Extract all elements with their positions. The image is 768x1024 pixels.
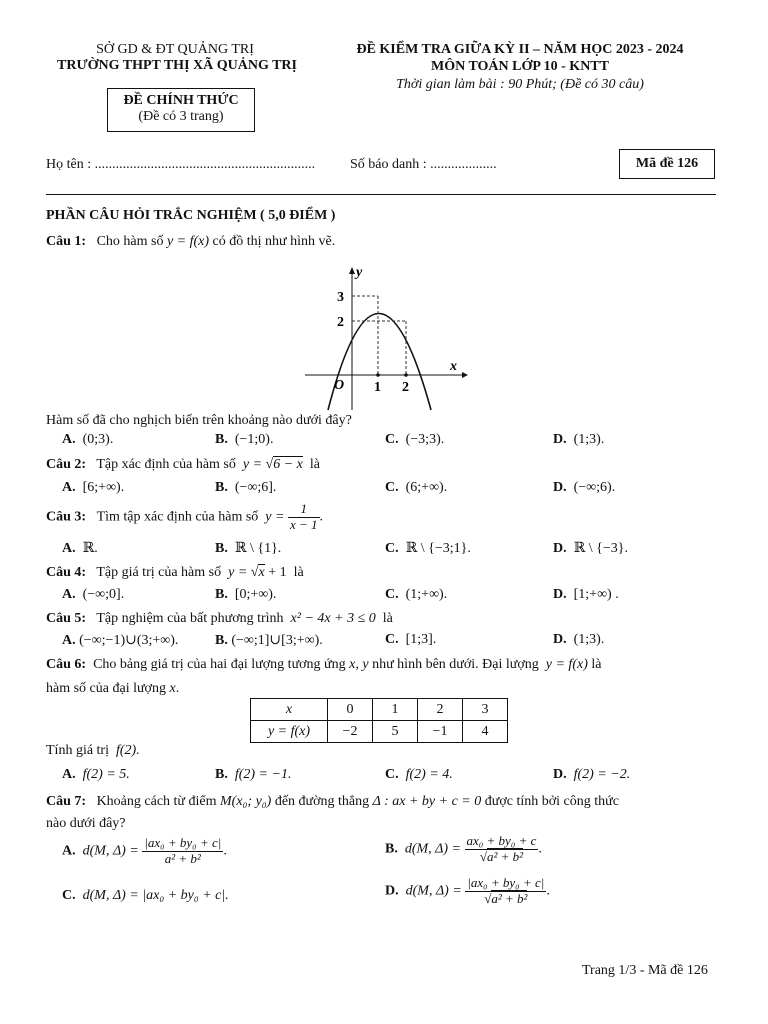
q1-option-d[interactable]: D. (1;3).: [553, 432, 605, 447]
x-axis-arrow: [462, 372, 468, 378]
q5-option-c[interactable]: C. [1;3].: [385, 632, 437, 647]
q1-option-c[interactable]: C. (−3;3).: [385, 432, 445, 447]
official-title: ĐỀ CHÍNH THỨC: [123, 93, 239, 108]
value-table: [250, 698, 508, 743]
q4-option-c[interactable]: C. (1;+∞).: [385, 587, 448, 602]
q2-option-d[interactable]: D. (−∞;6).: [553, 480, 616, 495]
question-5: Câu 5: Tập nghiệm của bất phương trình x² − 4x + 3 ≤ 0 là: [46, 611, 393, 626]
dept-name: SỞ GD & ĐT QUẢNG TRỊ: [96, 42, 254, 57]
q2-option-b[interactable]: B. (−∞;6].: [215, 480, 277, 495]
q1-option-a[interactable]: A. (0;3).: [62, 432, 114, 447]
exam-subject: MÔN TOÁN LỚP 10 - KNTT: [430, 59, 609, 74]
table-head-x: x: [251, 699, 328, 721]
q6-option-c[interactable]: C. f(2) = 4.: [385, 767, 453, 782]
q5-option-a[interactable]: A. (−∞;−1)∪(3;+∞).: [62, 633, 179, 648]
exam-time: Thời gian làm bài : 90 Phút; (Đề có 30 câu): [396, 77, 644, 92]
q3-option-a[interactable]: A. ℝ.: [62, 541, 98, 556]
exam-title: ĐỀ KIỂM TRA GIỮA KỲ II – NĂM HỌC 2023 - 2024: [356, 42, 684, 57]
tick-x-1: 1: [374, 380, 381, 395]
question-label: Câu 1:: [46, 234, 87, 249]
tick-y-3: 3: [337, 290, 344, 305]
student-id-field: Số báo danh : ...................: [350, 157, 497, 172]
question-7-line2: nào dưới đây?: [46, 816, 126, 831]
question-4: Câu 4: Tập giá trị của hàm số y = √x + 1 là: [46, 565, 304, 580]
official-pages: (Đề có 3 trang): [138, 109, 224, 124]
q5-option-b[interactable]: B. (−∞;1]∪[3;+∞).: [215, 633, 323, 648]
q4-option-d[interactable]: D. [1;+∞) .: [553, 587, 619, 602]
y-axis-arrow: [349, 267, 355, 274]
q3-option-b[interactable]: B. ℝ \ {1}.: [215, 541, 282, 556]
official-box: [107, 88, 255, 132]
question-1-followup: Hàm số đã cho nghịch biến trên khoảng nào dưới đây?: [46, 413, 352, 428]
table-head-y: y = f(x): [251, 721, 328, 743]
x-axis-label: x: [450, 359, 457, 374]
y-axis-label: y: [356, 265, 363, 280]
tick-x-2: 2: [402, 380, 409, 395]
question-6-line2: hàm số của đại lượng x.: [46, 681, 180, 696]
q6-option-a[interactable]: A. f(2) = 5.: [62, 767, 130, 782]
page-footer: Trang 1/3 - Mã đề 126: [582, 963, 708, 978]
school-name: TRƯỜNG THPT THỊ XÃ QUẢNG TRỊ: [57, 58, 297, 73]
q7-option-d[interactable]: D. d(M, Δ) = $\frac{\text{|ax₀ + by₀ + c|}}{\text{√a² + b²}}$ .: [385, 875, 550, 906]
q3-option-c[interactable]: C. ℝ \ {−3;1}.: [385, 541, 471, 556]
q1-option-b[interactable]: B. (−1;0).: [215, 432, 274, 447]
q3-option-d[interactable]: D. ℝ \ {−3}.: [553, 541, 628, 556]
q7-option-b[interactable]: B. d(M, Δ) = $\frac{\text{ax₀ + by₀ + c}}{\text{√a² + b²}}$ .: [385, 833, 542, 864]
tick-y-2: 2: [337, 315, 344, 330]
name-field: Họ tên : ...............................................................: [46, 157, 316, 172]
section-title: PHẦN CÂU HỎI TRẮC NGHIỆM ( 5,0 ĐIỂM ): [46, 208, 336, 223]
question-2: Câu 2: Tập xác định của hàm số y = √6 − x là: [46, 457, 321, 472]
question-7: Câu 7: Khoảng cách từ điểm M(x₀; y₀) đến đường thẳng Δ : ax + by + c = 0 được tính bởi công thức: [46, 794, 619, 809]
question-3: Câu 3: Tìm tập xác định của hàm số y = $\frac{1}{x - 1}$ .: [46, 501, 324, 532]
q6-option-b[interactable]: B. f(2) = −1.: [215, 767, 292, 782]
table-row: x 0 1 2 3: [251, 699, 508, 721]
question-6: Câu 6: Cho bảng giá trị của hai đại lượng tương ứng x, y như hình bên dưới. Đại lượng y = f(x) là: [46, 657, 602, 672]
exam-code: Mã đề 126: [619, 149, 715, 179]
q4-option-b[interactable]: B. [0;+∞).: [215, 587, 277, 602]
q7-option-a[interactable]: A. d(M, Δ) = $\frac{\text{|ax₀ + by₀ + c|}}{\text{a² + b²}}$ .: [62, 835, 227, 866]
q5-option-d[interactable]: D. (1;3).: [553, 632, 605, 647]
question-6-ask: Tính giá trị f(2).: [46, 743, 140, 758]
q7-option-c[interactable]: C. d(M, Δ) = |ax₀ + by₀ + c|.: [62, 888, 229, 903]
q4-option-a[interactable]: A. (−∞;0].: [62, 587, 125, 602]
q6-option-d[interactable]: D. f(2) = −2.: [553, 767, 631, 782]
divider: [46, 194, 716, 195]
parabola-graph: [300, 262, 470, 412]
q2-option-c[interactable]: C. (6;+∞).: [385, 480, 448, 495]
q2-option-a[interactable]: A. [6;+∞).: [62, 480, 125, 495]
table-row: y = f(x) −2 5 −1 4: [251, 721, 508, 743]
question-1: Câu 1: Cho hàm số y = f(x) có đồ thị như hình vẽ.: [46, 234, 336, 249]
origin-label: O: [334, 378, 345, 393]
